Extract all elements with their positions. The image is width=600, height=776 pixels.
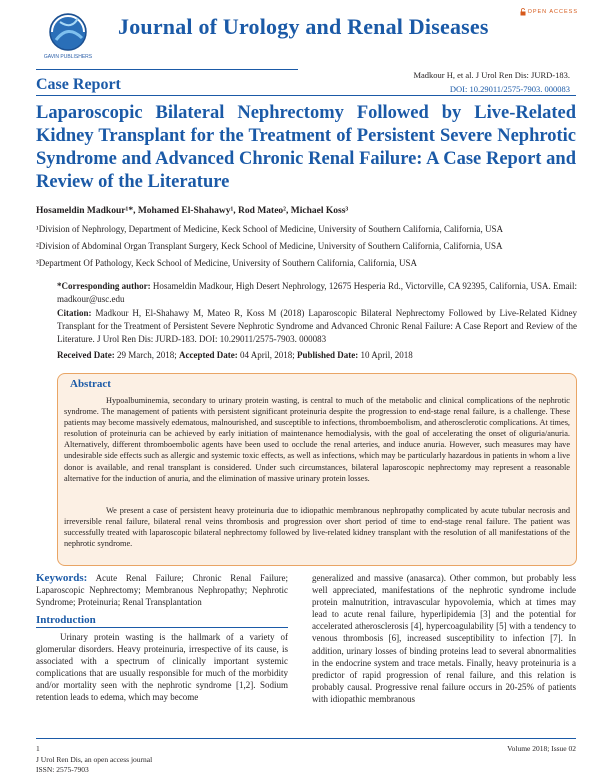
page-number: 1 bbox=[36, 744, 40, 753]
accepted-label: Accepted Date: bbox=[178, 350, 238, 360]
footer-divider bbox=[36, 738, 576, 739]
abstract-box bbox=[57, 373, 577, 566]
header-divider bbox=[36, 69, 298, 70]
open-access-label: OPEN ACCESS bbox=[527, 9, 578, 15]
abstract-paragraph-2: We present a case of persistent heavy proteinuria due to idiopathic membranous nephropathy complicated by acute tubular necrosis and irreversible renal failure, bilateral renal veins thrombosis and progression over short period of time to end-stage renal failure. The patient was successfully treated with laparoscopic bilateral nephrectomy followed by live-related kidney transplant with the resolution of all manifestations of the nephrotic syndrome. bbox=[64, 506, 570, 549]
open-lock-icon bbox=[520, 8, 526, 16]
publisher-logo bbox=[38, 10, 108, 68]
citation-text: Madkour H, El-Shahawy M, Mateo R, Koss M (2018) Laparoscopic Bilateral Nephrectomy Followed by Live-Related Kidney Transplant for the Treatment of Persistent Severe Nephrotic Syndrome and Advanced Chronic Renal Failure: A Case Report and Review of the Literature. J Urol Ren Dis: JURD-183. DOI: 10.29011/2575-7903. 000083 bbox=[57, 308, 577, 344]
affiliation-2: ²Division of Abdominal Organ Transplant Surgery, Keck School of Medicine, University of Southern California, California, USA bbox=[36, 241, 503, 251]
short-citation: Madkour H, et al. J Urol Ren Dis: JURD-183. bbox=[413, 70, 570, 80]
keywords-label: Keywords: bbox=[36, 572, 88, 584]
keywords bbox=[36, 572, 288, 608]
globe-logo-icon bbox=[38, 10, 98, 54]
abstract-heading: Abstract bbox=[70, 378, 111, 390]
corresponding-author-text: Hosameldin Madkour, High Desert Nephrology, 12675 Hesperia Rd., Victorville, CA 92395, California, USA. Email: madkour@usc.edu bbox=[57, 281, 577, 304]
received-label: Received Date: bbox=[57, 350, 115, 360]
accepted-date: 04 April, 2018; bbox=[237, 350, 297, 360]
footer-journal: J Urol Ren Dis, an open access journal bbox=[36, 755, 153, 764]
corresponding-author-label: *Corresponding author: bbox=[57, 281, 151, 291]
introduction-right-column: generalized and massive (anasarca). Other common, but probably less well appreciated, manifestations of the nephrotic syndrome include protein malnutrition, intravascular hypovolemia, which at times may lead to acute renal failure, hyperlipidemia [3] and the potential for accelerated atherosclerosis [4], hypercoagulability [5] with a tendency to venous thrombosis [6], increased susceptibility to infection [7]. In addition, urinary losses of binding proteins lead to several abnormalities in the endocrine system and trace metals. Finally, heavy proteinuria is a predictor of rapid progression of renal failure, and this relation is probably causal. Progressive renal failure occurs in 20-25% of patients with idiopathic membranous bbox=[312, 573, 576, 704]
received-date: 29 March, 2018; bbox=[114, 350, 179, 360]
title-divider bbox=[36, 95, 576, 96]
doi-link[interactable]: DOI: 10.29011/2575-7903. 000083 bbox=[449, 84, 570, 94]
footer-issn: ISSN: 2575-7903 bbox=[36, 765, 89, 774]
article-title: Laparoscopic Bilateral Nephrectomy Followed by Live-Related Kidney Transplant for the Treatment of Persistent Severe Nephrotic Syndrome and Advanced Chronic Renal Failure: A Case Report and Review of the Literature bbox=[36, 103, 576, 192]
introduction-heading: Introduction bbox=[36, 614, 96, 626]
footer-volume: Volume 2018; Issue 02 bbox=[507, 744, 576, 753]
affiliation-1: ¹Division of Nephrology, Department of Medicine, Keck School of Medicine, University of Southern California, California, USA bbox=[36, 224, 504, 234]
article-dates bbox=[57, 349, 577, 362]
keywords-text: Acute Renal Failure; Chronic Renal Failure; Laparoscopic Nephrectomy; Membranous Nephropathy; Nephrotic Syndrome; Proteinuria; Renal Transplantation bbox=[36, 573, 288, 608]
introduction-left-column: Urinary protein wasting is the hallmark of a variety of glomerular disorders. Heavy proteinuria, irrespective of its cause, is associated with a spectrum of clinically important systemic complications that are usually responsible for much of the morbidity and/or mortality seen with the nephrotic syndrome [1,2]. Sodium retention leads to edema, which may become bbox=[36, 632, 288, 703]
authors: Hosameldin Madkour¹*, Mohamed El-Shahawy¹, Rod Mateo², Michael Koss³ bbox=[36, 206, 349, 216]
affiliation-3: ³Department Of Pathology, Keck School of Medicine, University of Southern California, California, USA bbox=[36, 258, 418, 268]
publisher-logo-text: GAVIN PUBLISHERS bbox=[43, 54, 93, 60]
journal-title: Journal of Urology and Renal Diseases bbox=[118, 14, 489, 39]
citation-label: Citation: bbox=[57, 308, 92, 318]
introduction-divider bbox=[36, 627, 288, 628]
published-date: 10 April, 2018 bbox=[358, 350, 413, 360]
corresponding-author bbox=[57, 280, 577, 306]
open-access-badge bbox=[520, 8, 578, 16]
article-type: Case Report bbox=[36, 76, 121, 93]
abstract-paragraph-1: Hypoalbuminemia, secondary to urinary protein wasting, is central to much of the metabolic and clinical complications of the nephrotic syndrome. The management of patients with persistent significant proteinuria despite the progression to end-stage renal failure, is a challenge. These patients may become massively edematous, malnourished, and susceptible to infections, thromboembolism, and atherosclerotic complications. At times, resolution of proteinuria can be achieved by early initiation of maintenance hemodialysis, with the goal of accelerating the onset of oliguria/anuria. Alternatively, different thromboembolic agents have been used to occlude the renal arteries, and induce anuria. However, such measures may have undesirable side effects such as allergic and systemic toxic effects, as well as infections, which may be particularly hazardous in patients in whom a live donor is available, and renal transplant is considered. Under such circumstances, bilateral laparoscopic nephrectomy may represent a reasonable alternative for the induction of anuria, and the elimination of massive urinary protein losses. bbox=[64, 396, 570, 483]
published-label: Published Date: bbox=[296, 350, 359, 360]
citation bbox=[57, 307, 577, 346]
